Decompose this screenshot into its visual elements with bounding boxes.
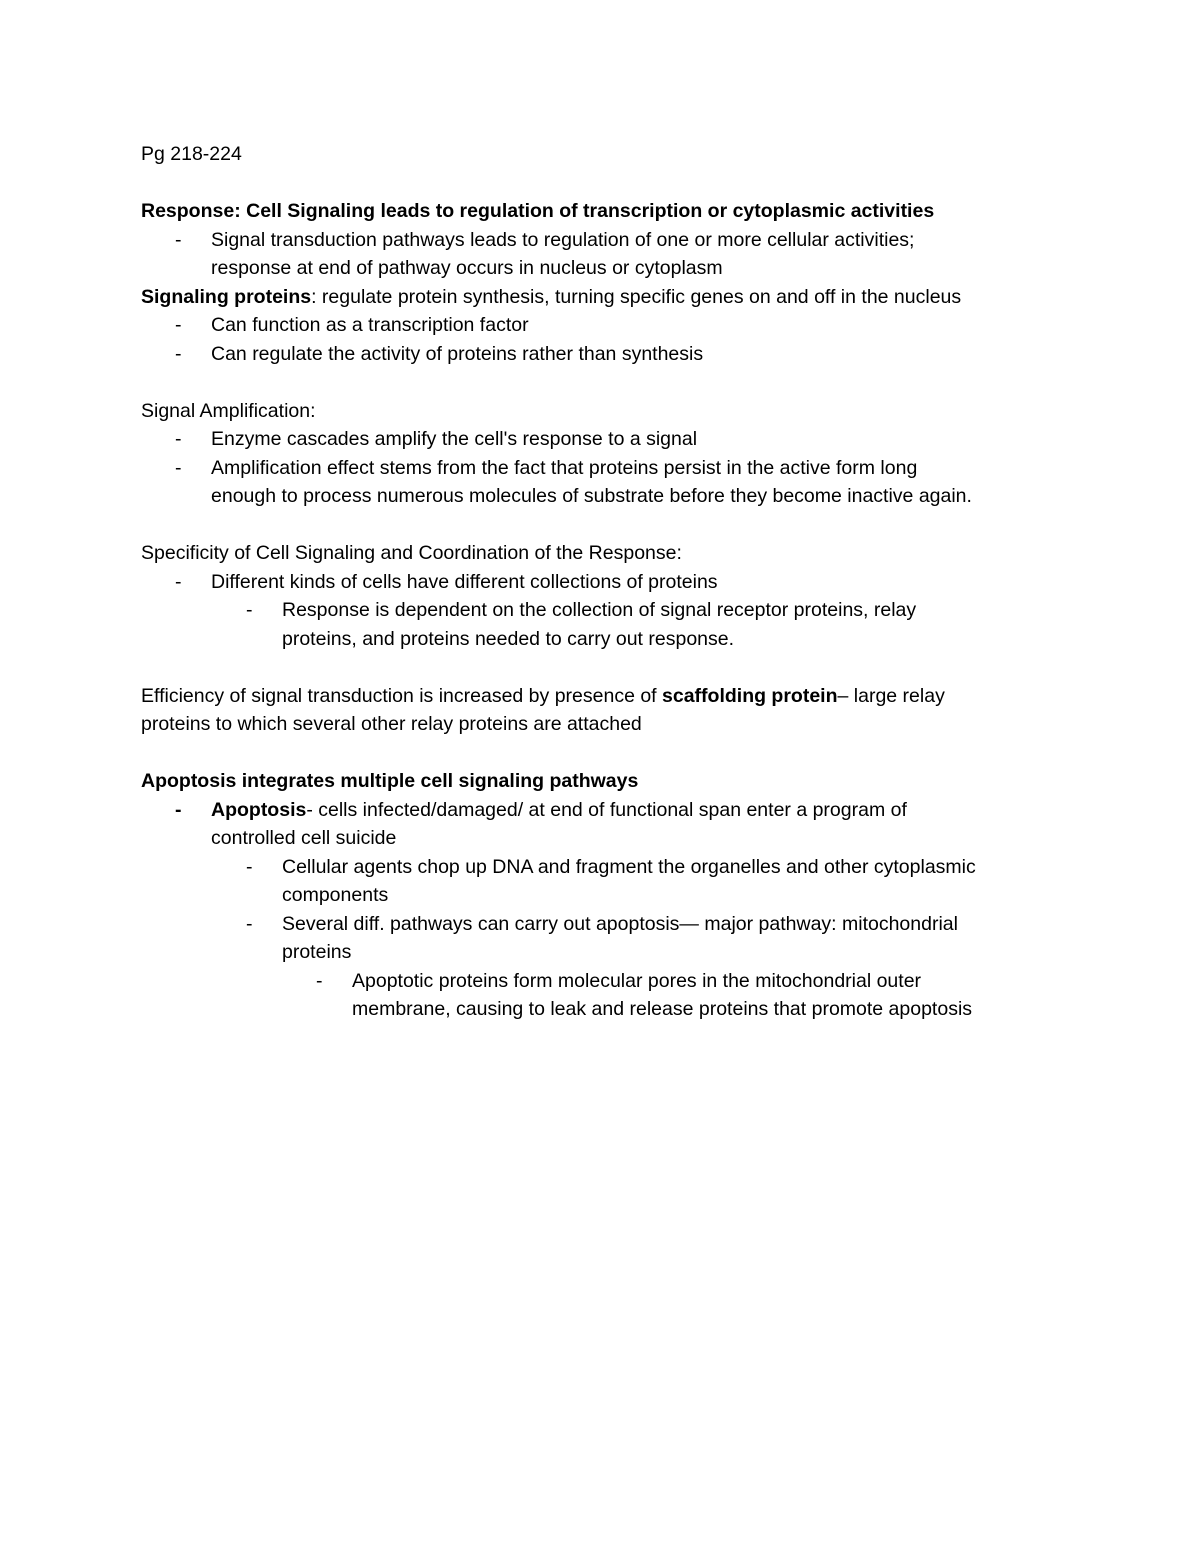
list-item-line: membrane, causing to leak and release proteins that promote apoptosis <box>352 998 973 1020</box>
section-heading-amplification: Signal Amplification: <box>141 399 316 422</box>
definition-text: : regulate protein synthesis, turning specific genes on and off in the nucleus <box>311 285 962 308</box>
list-item-line: Apoptotic proteins form molecular pores in the mitochondrial outer <box>352 969 922 992</box>
spacer <box>141 653 1071 682</box>
list-item-line: Response is dependent on the collection of signal receptor proteins, relay <box>282 599 917 621</box>
list-item <box>141 311 1071 340</box>
bullet-dash: - <box>175 428 182 450</box>
paragraph-text: Efficiency of signal transduction is increased by presence of <box>141 684 663 707</box>
bullet-dash: - <box>316 969 323 992</box>
list-item-text: Different kinds of cells have different collections of proteins <box>211 570 718 593</box>
spacer <box>141 739 1071 768</box>
list-item-text <box>352 967 1071 1024</box>
list-item-text: Enzyme cascades amplify the cell's response to a signal <box>211 428 698 450</box>
list-item-line: Several diff. pathways can carry out apoptosis— major pathway: mitochondrial <box>282 912 958 935</box>
list-item-line: controlled cell suicide <box>211 827 397 849</box>
list-subitem <box>141 596 1071 653</box>
list-item <box>141 796 1071 853</box>
signaling-proteins-definition <box>141 283 1071 312</box>
list-item <box>141 425 1071 454</box>
list-item-text <box>282 853 1071 910</box>
list-item-line <box>211 796 1071 825</box>
list-subsubitem <box>141 967 1071 1024</box>
list-item-line: Signal transduction pathways leads to regulation of one or more cellular activities; <box>211 228 915 251</box>
paragraph-text: – large relay <box>837 684 945 707</box>
list-item-line: response at end of pathway occurs in nucleus or cytoplasm <box>211 257 723 279</box>
bullet-dash: - <box>175 798 182 821</box>
list-subitem <box>141 910 1071 967</box>
spacer <box>141 511 1071 540</box>
list-item-text <box>211 454 1071 511</box>
section-heading-specificity: Specificity of Cell Signaling and Coordination of the Response: <box>141 542 682 564</box>
spacer <box>141 368 1071 397</box>
list-item <box>141 568 1071 597</box>
term-signaling-proteins: Signaling proteins <box>141 285 312 308</box>
list-item <box>141 226 1071 283</box>
bullet-dash: - <box>246 599 253 621</box>
list-item-text <box>211 226 1071 283</box>
list-subitem <box>141 853 1071 910</box>
bullet-dash: - <box>246 855 253 878</box>
list-item-line: Cellular agents chop up DNA and fragment the organelles and other cytoplasmic <box>282 855 976 878</box>
bullet-dash: - <box>175 456 182 479</box>
list-item-text <box>282 596 1071 653</box>
term-scaffolding-protein: scaffolding protein <box>662 684 838 707</box>
list-item-text: Can regulate the activity of proteins rather than synthesis <box>211 342 704 365</box>
document-page <box>141 140 1071 1024</box>
bullet-dash: - <box>175 228 182 251</box>
list-item-line: proteins <box>282 941 352 963</box>
bullet-dash: - <box>175 314 182 336</box>
list-item <box>141 454 1071 511</box>
scaffolding-paragraph-line: proteins to which several other relay proteins are attached <box>141 713 642 735</box>
list-item-line: Amplification effect stems from the fact that proteins persist in the active form long <box>211 456 918 479</box>
bullet-dash: - <box>175 342 182 365</box>
section-heading-apoptosis: Apoptosis integrates multiple cell signaling pathways <box>141 770 639 792</box>
bullet-dash: - <box>246 912 253 935</box>
scaffolding-paragraph-line <box>141 682 1071 711</box>
list-item-line: components <box>282 884 389 906</box>
term-apoptosis: Apoptosis <box>211 798 307 821</box>
page-reference: Pg 218-224 <box>141 143 242 165</box>
definition-text: - cells infected/damaged/ at end of functional span enter a program of <box>306 798 907 821</box>
list-item-text <box>211 796 1071 853</box>
list-item-line: enough to process numerous molecules of substrate before they become inactive again. <box>211 485 972 507</box>
bullet-dash: - <box>175 570 182 593</box>
list-item-text <box>282 910 1071 967</box>
section-heading-response: Response: Cell Signaling leads to regulation of transcription or cytoplasmic activities <box>141 200 935 222</box>
list-item <box>141 340 1071 369</box>
list-item-line: proteins, and proteins needed to carry out response. <box>282 627 735 650</box>
spacer <box>141 169 1071 198</box>
list-item-text: Can function as a transcription factor <box>211 314 529 336</box>
